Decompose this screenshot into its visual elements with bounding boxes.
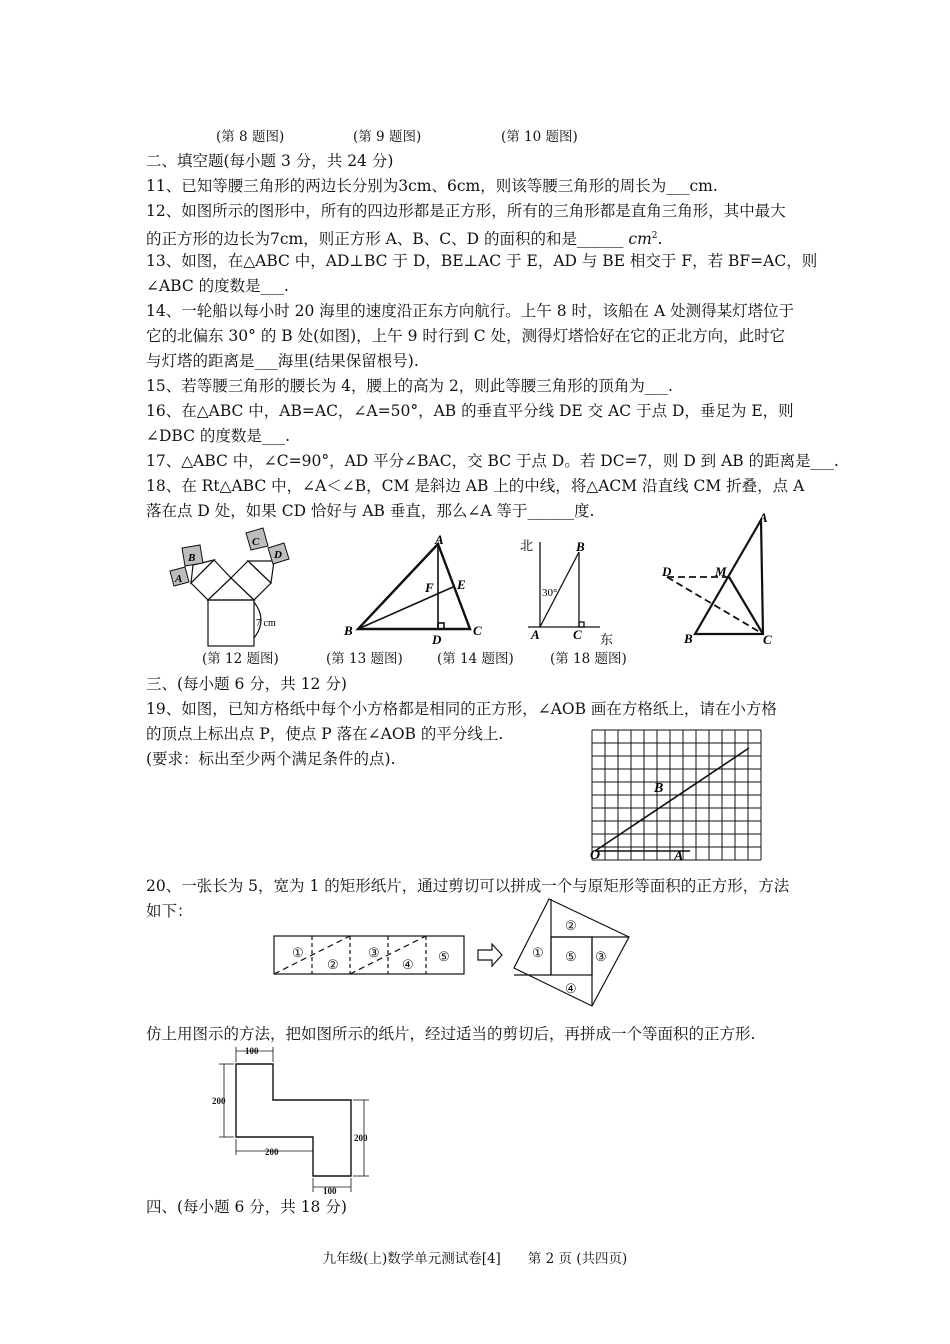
question-19-line2: 的顶点上标出点 P，使点 P 落在∠AOB 的平分线上. <box>146 725 504 743</box>
label-c: C <box>763 632 772 647</box>
label-e: E <box>457 577 466 592</box>
question-13-line2: ∠ABC 的度数是___. <box>146 277 289 295</box>
dim-right: 200 <box>354 1133 368 1143</box>
label-o: O <box>590 848 601 863</box>
unit-exponent: 2 <box>651 231 658 241</box>
piece-4: ④ <box>402 957 414 972</box>
label-a: A <box>531 627 540 642</box>
label-north: 北 <box>520 538 534 553</box>
caption-fig9: (第 9 题图) <box>353 129 422 145</box>
label-d: D <box>274 549 282 561</box>
dashed-dc <box>667 577 763 634</box>
label-c: C <box>573 627 582 642</box>
figure-18 <box>655 508 785 648</box>
caption-fig14: (第 14 题图) <box>437 651 514 667</box>
question-11: 11、已知等腰三角形的两边长分别为3cm、6cm，则该等腰三角形的周长为___cm. <box>146 177 718 195</box>
question-17: 17、△ABC 中，∠C=90°，AD 平分∠BAC，交 BC 于点 D。若 DC=7，则 D 到 AB 的距离是___. <box>146 452 839 470</box>
arrow-right <box>478 944 502 966</box>
square-piece-1: ① <box>532 945 544 960</box>
question-14-line3: 与灯塔的距离是___海里(结果保留根号). <box>146 352 419 370</box>
label-b: B <box>654 781 664 796</box>
label-angle: 30° <box>542 587 558 599</box>
question-14-line1: 14、一轮船以每小时 20 海里的速度沿正东方向航行。上午 8 时，该船在 A 处测得某灯塔位于 <box>146 302 795 320</box>
question-13-line1: 13、如图，在△ABC 中，AD⊥BC 于 D，BE⊥AC 于 E，AD 与 BE 相交于 F，若 BF=AC，则 <box>146 252 818 270</box>
question-20-line2: 如下： <box>146 902 193 920</box>
question-12-line1: 12、如图所示的图形中，所有的四边形都是正方形，所有的三角形都是直角三角形，其中最大 <box>146 202 786 220</box>
question-14-line2: 它的北偏东 30° 的 B 处(如图)，上午 9 时行到 C 处，测得灯塔恰好在它的正北方向，此时它 <box>146 327 786 345</box>
label-d: D <box>432 632 442 647</box>
question-18-line2: 落在点 D 处，如果 CD 恰好与 AB 垂直，那么∠A 等于______度. <box>146 502 595 520</box>
question-19-line3: (要求：标出至少两个满足条件的点). <box>146 750 396 768</box>
label-a: A <box>175 573 183 585</box>
piece-3: ③ <box>368 945 380 960</box>
triangle-abc <box>358 544 470 629</box>
dim-top: 100 <box>245 1046 259 1056</box>
question-20-line3: 仿上用图示的方法，把如图所示的纸片，经过适当的剪切后，再拼成一个等面积的正方形. <box>146 1025 756 1043</box>
caption-fig10: (第 10 题图) <box>501 129 578 145</box>
page-footer: 九年级(上)数学单元测试卷[4] 第 2 页 (共四页) <box>322 1251 628 1267</box>
label-b: B <box>576 539 585 554</box>
question-20-line1: 20、一张长为 5，宽为 1 的矩形纸片，通过剪切可以拼成一个与原矩形等面积的正方形，方法 <box>146 877 790 895</box>
right-triangle <box>208 578 254 600</box>
small-triangle-right <box>248 561 274 583</box>
label-length: 7 cm <box>256 618 276 629</box>
question-19-line1: 19、如图，已知方格纸中每个小方格都是相同的正方形，∠AOB 画在方格纸上，请在小方格 <box>146 700 777 718</box>
unit-cm: cm <box>628 230 652 249</box>
piece-1: ① <box>292 945 304 960</box>
section-4-heading: 四、(每小题 6 分，共 18 分) <box>146 1198 347 1216</box>
label-c: C <box>252 536 260 548</box>
section-3-heading: 三、(每小题 6 分，共 12 分) <box>146 675 347 693</box>
dim-bottom: 100 <box>323 1186 337 1196</box>
section-2-heading: 二、填空题(每小题 3 分，共 24 分) <box>146 152 394 170</box>
label-east: 东 <box>600 632 614 647</box>
piece-5: ⑤ <box>438 949 450 964</box>
dim-left: 200 <box>212 1096 226 1106</box>
figure-19-grid <box>590 728 770 864</box>
square-piece-5: ⑤ <box>565 949 577 964</box>
figure-12 <box>160 520 310 650</box>
question-18-line1: 18、在 Rt△ABC 中，∠A＜∠B，CM 是斜边 AB 上的中线，将△ACM 沿直线 CM 折叠，点 A <box>146 477 805 495</box>
caption-fig12: (第 12 题图) <box>202 651 279 667</box>
median-cm <box>729 577 763 634</box>
label-a: A <box>674 849 684 864</box>
square-piece-3: ③ <box>595 949 607 964</box>
big-square <box>208 600 254 646</box>
right-square <box>231 561 271 600</box>
label-b: B <box>188 552 196 564</box>
question-12-end: . <box>657 230 663 249</box>
square-piece-2: ② <box>565 918 577 933</box>
grid-lines <box>592 730 761 860</box>
piece-2: ② <box>327 957 339 972</box>
question-16-line1: 16、在△ABC 中，AB=AC，∠A=50°，AB 的垂直平分线 DE 交 AC 于点 D，垂足为 E，则 <box>146 402 794 420</box>
square-piece-4: ④ <box>565 981 577 996</box>
label-d: D <box>662 564 672 579</box>
dim-middle: 200 <box>265 1147 279 1157</box>
caption-fig13: (第 13 题图) <box>326 651 403 667</box>
figure-l-shape <box>210 1042 380 1202</box>
caption-fig8: (第 8 题图) <box>216 129 285 145</box>
caption-fig18: (第 18 题图) <box>550 651 627 667</box>
figure-13 <box>340 532 490 647</box>
l-shape-outline <box>236 1064 351 1176</box>
label-b: B <box>344 623 353 638</box>
label-a: A <box>759 510 768 525</box>
label-c: C <box>473 623 482 638</box>
label-m: M <box>715 564 727 579</box>
question-12-text: 的正方形的边长为7cm，则正方形 A、B、C、D 的面积的和是______ <box>146 230 624 249</box>
figure-14 <box>518 534 618 649</box>
label-b: B <box>684 631 693 646</box>
label-f: F <box>425 580 434 595</box>
question-16-line2: ∠DBC 的度数是___. <box>146 427 291 445</box>
label-a: A <box>435 532 444 547</box>
question-15: 15、若等腰三角形的腰长为 4，腰上的高为 2，则此等腰三角形的顶角为___. <box>146 377 673 395</box>
figure-20 <box>270 895 640 1015</box>
left-square <box>191 560 231 600</box>
question-12-line2 <box>146 226 662 249</box>
